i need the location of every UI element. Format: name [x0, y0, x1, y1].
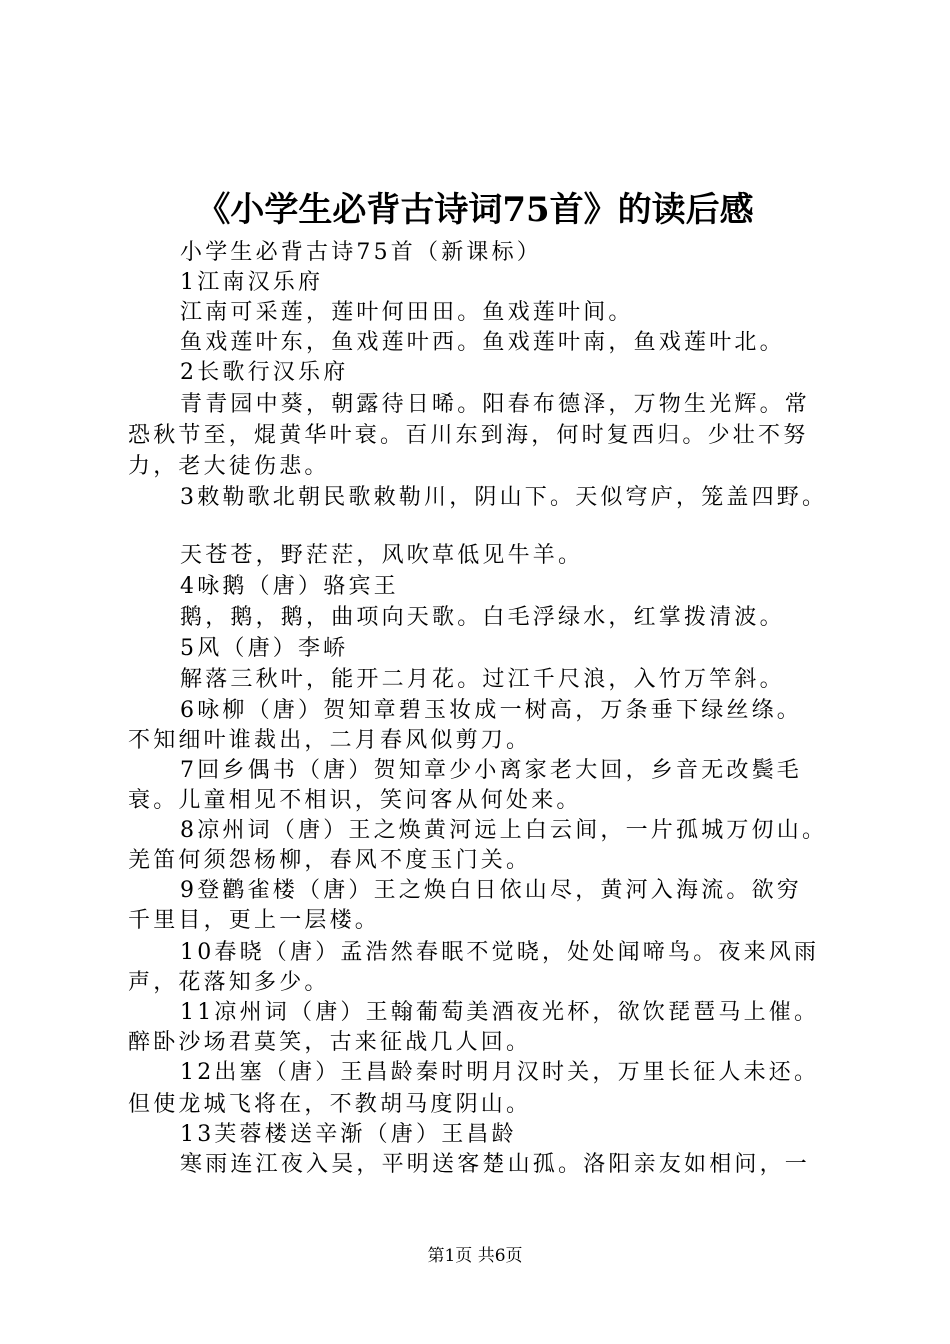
text-line: 江南可采莲，莲叶何田田。鱼戏莲叶间。: [180, 300, 634, 325]
text-line: 不知细叶谁裁出，二月春风似剪刀。: [128, 728, 532, 753]
text-line: 小学生必背古诗75首（新课标）: [180, 240, 542, 265]
text-line: 1江南汉乐府: [180, 270, 324, 295]
text-line: 寒雨连江夜入吴，平明送客楚山孤。洛阳亲友如相问，一: [180, 1152, 811, 1177]
text-line: 恐秋节至，焜黄华叶衰。百川东到海，何时复西归。少壮不努: [128, 423, 809, 448]
text-line: 11凉州词（唐）王翰葡萄美酒夜光杯，欲饮琵琶马上催。: [180, 1000, 820, 1025]
text-line: 鹅，鹅，鹅，曲项向天歌。白毛浮绿水，红掌拨清波。: [180, 605, 785, 630]
text-line: 鱼戏莲叶东，鱼戏莲叶西。鱼戏莲叶南，鱼戏莲叶北。: [180, 330, 785, 355]
text-line: 千里目，更上一层楼。: [128, 908, 381, 933]
text-line: 6咏柳（唐）贺知章碧玉妆成一树高，万条垂下绿丝绦。: [180, 698, 802, 723]
text-line: 衰。儿童相见不相识，笑问客从何处来。: [128, 788, 582, 813]
text-line: 但使龙城飞将在，不教胡马度阴山。: [128, 1092, 532, 1117]
text-line: 9登鹳雀楼（唐）王之焕白日依山尽，黄河入海流。欲穷: [180, 878, 802, 903]
text-line: 8凉州词（唐）王之焕黄河远上白云间，一片孤城万仞山。: [180, 818, 828, 843]
text-line: 13芙蓉楼送辛渐（唐）王昌龄: [180, 1122, 517, 1147]
text-line: 3敕勒歌北朝民歌敕勒川，阴山下。天似穹庐，笼盖四野。: [180, 485, 828, 510]
text-line: 7回乡偶书（唐）贺知章少小离家老大回，乡音无改鬓毛: [180, 758, 802, 783]
text-line: 2长歌行汉乐府: [180, 360, 349, 385]
text-line: 解落三秋叶，能开二月花。过江千尺浪，入竹万竿斜。: [180, 667, 785, 692]
page-number-footer: 第1页 共6页: [427, 1246, 523, 1266]
text-line: 10春晓（唐）孟浩然春眠不觉晓，处处闻啼鸟。夜来风雨: [180, 940, 820, 965]
document-title: 《小学生必背古诗词75首》的读后感: [196, 190, 754, 230]
text-line: 青青园中葵，朝露待日晞。阳春布德泽，万物生光辉。常: [180, 392, 811, 417]
text-line: 力，老大徒伤悲。: [128, 454, 330, 479]
text-line: 天苍苍，野茫茫，风吹草低见牛羊。: [180, 543, 584, 568]
text-line: 羌笛何须怨杨柳，春风不度玉门关。: [128, 848, 532, 873]
text-line: 醉卧沙场君莫笑，古来征战几人回。: [128, 1030, 532, 1055]
text-line: 4咏鹅（唐）骆宾王: [180, 574, 399, 599]
text-line: 5风（唐）李峤: [180, 636, 349, 661]
text-line: 12出塞（唐）王昌龄秦时明月汉时关，万里长征人未还。: [180, 1060, 820, 1085]
text-line: 声，花落知多少。: [128, 970, 330, 995]
